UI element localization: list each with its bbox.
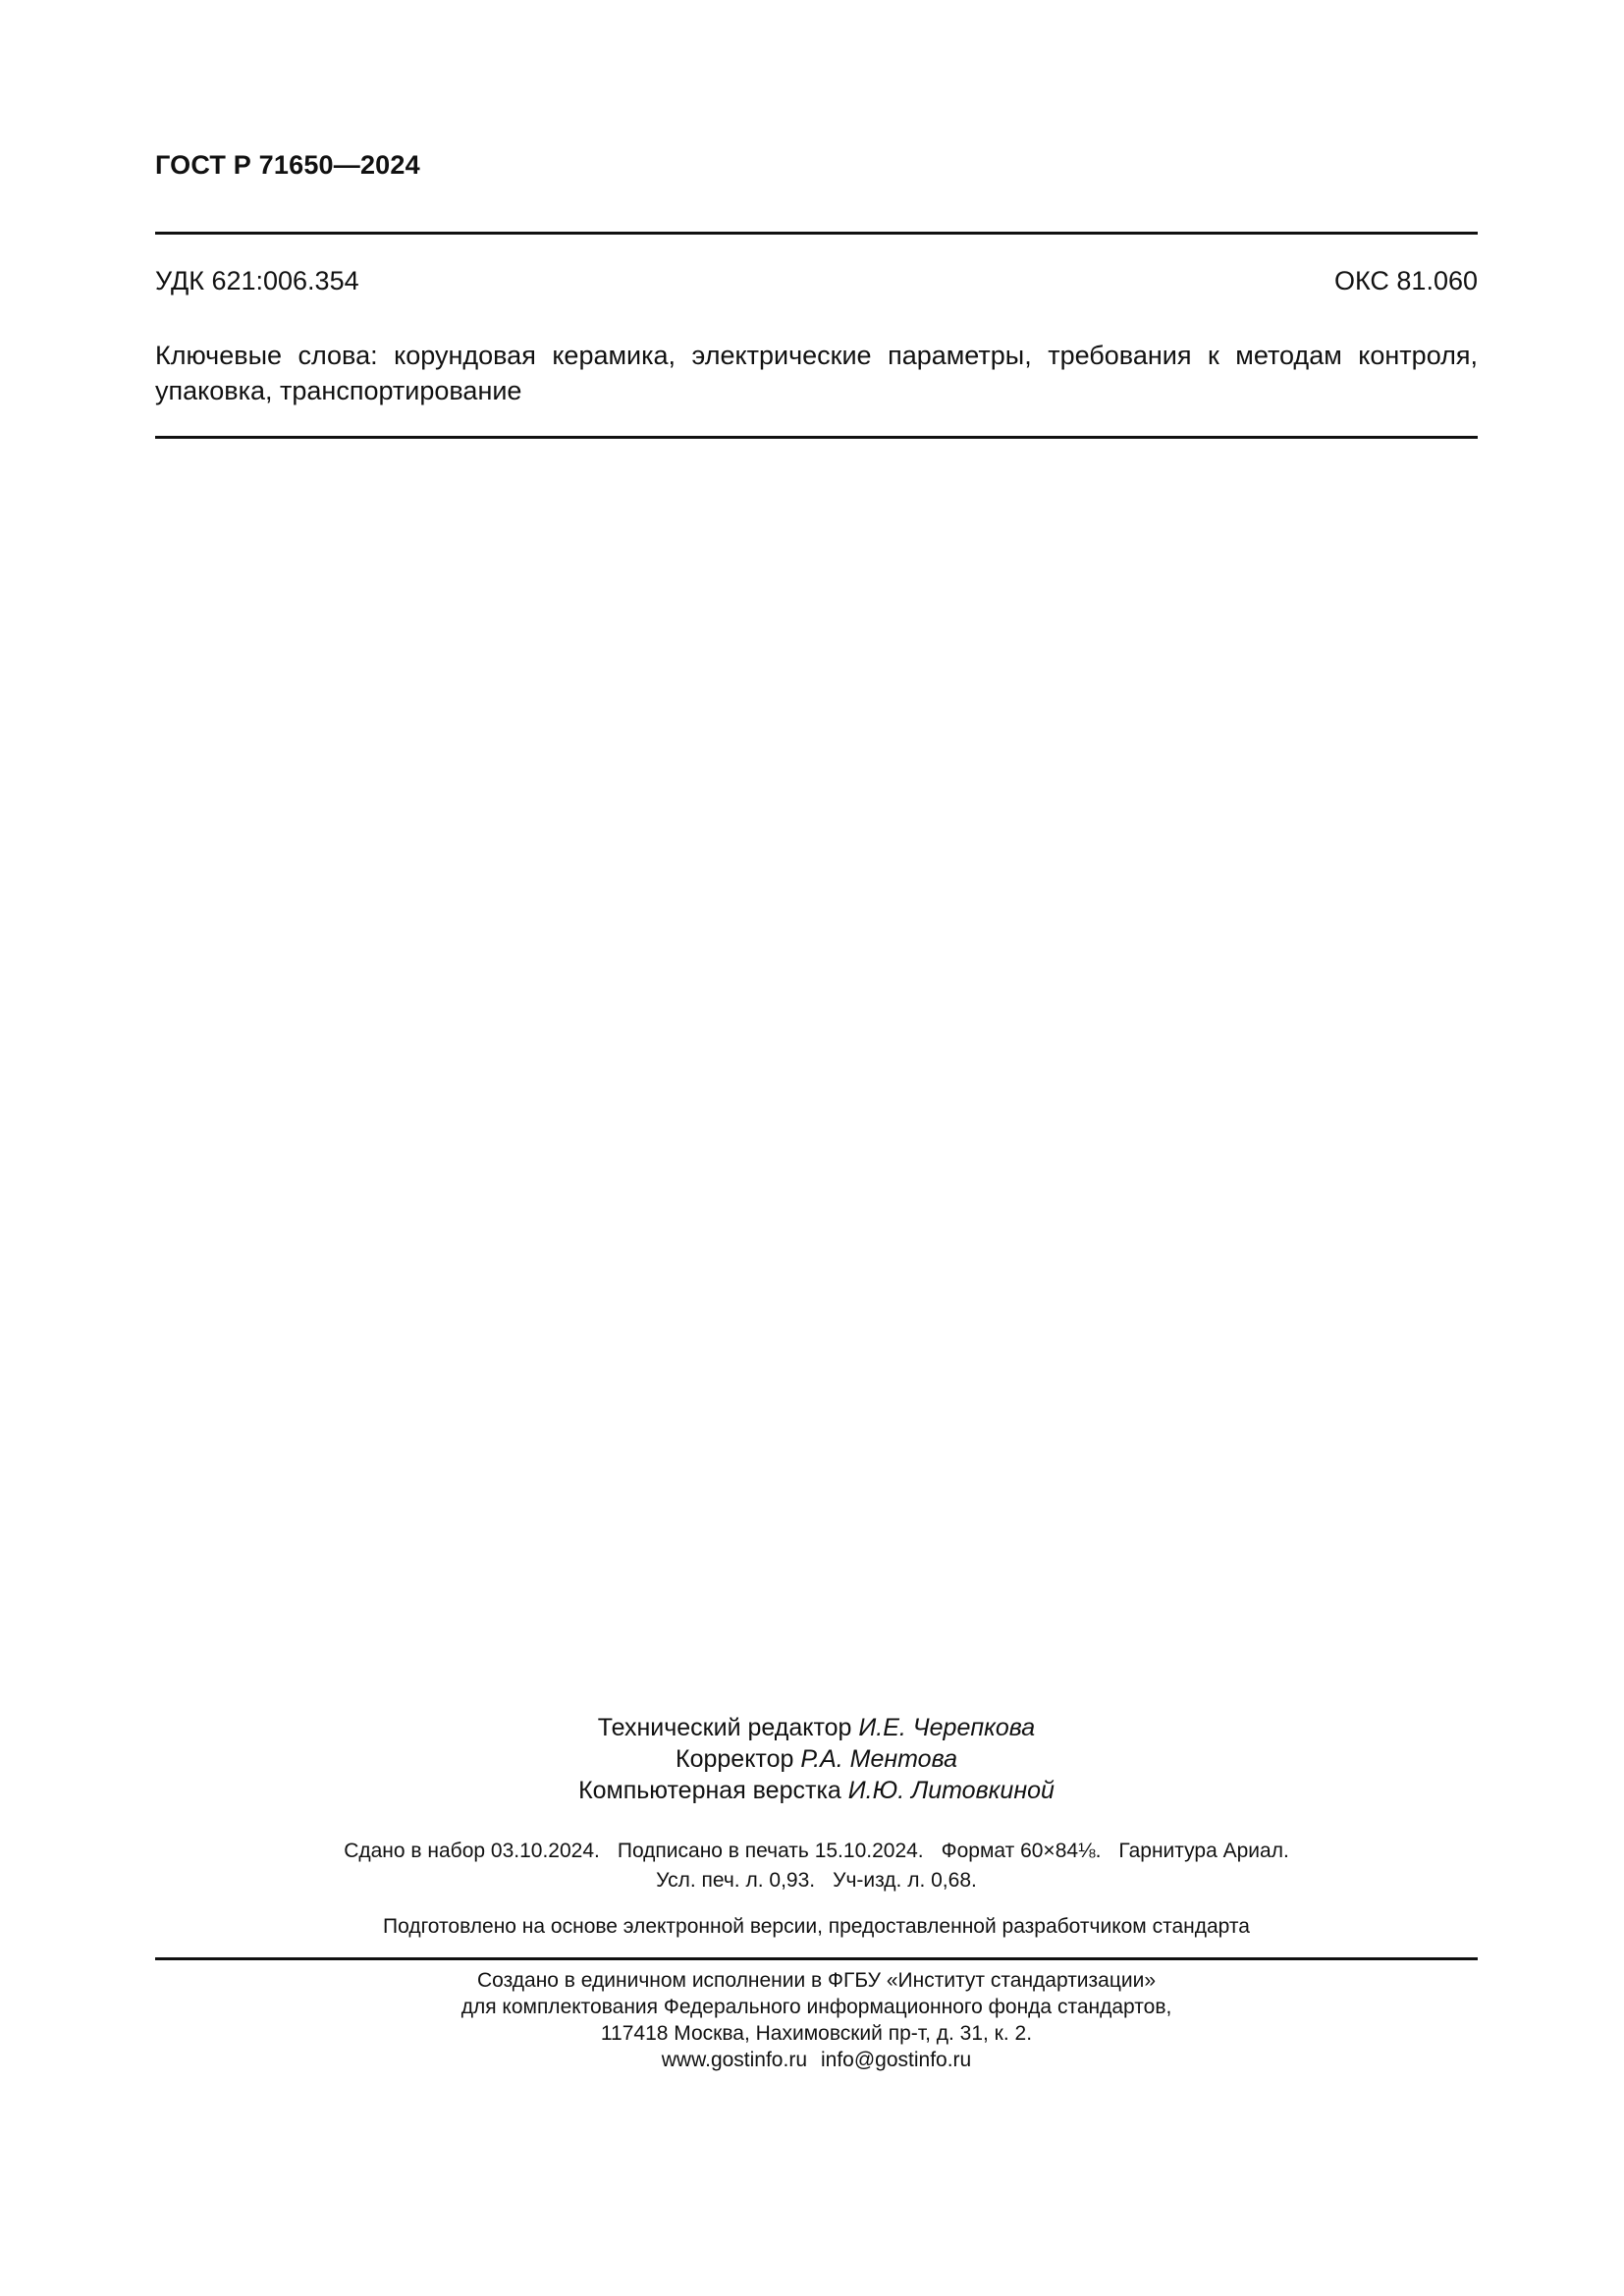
keywords-line-2: упаковка, транспортирование [155,376,522,405]
credits-block [155,1712,1478,1806]
layout-role: Компьютерная верстка [578,1777,841,1804]
tech-editor-name: И.Е. Черепкова [858,1714,1036,1741]
imprint-block [155,1967,1478,2073]
print-info-block [155,1837,1478,1896]
tech-editor-line [155,1712,1478,1743]
udk-code: УДК 621:006.354 [155,266,359,295]
imprint-divider [155,1957,1478,1960]
standard-id-header: ГОСТ Р 71650—2024 [155,150,420,180]
signed-date: Подписано в печать 15.10.2024. [617,1840,924,1862]
classification-row [155,266,1478,296]
print-sheets: Усл. печ. л. 0,93. [656,1869,816,1892]
corrector-role: Корректор [676,1745,794,1773]
corrector-name: Р.А. Ментова [800,1745,957,1773]
keywords-divider [155,436,1478,439]
print-info-line-1 [155,1837,1478,1866]
imprint-contacts [155,2047,1478,2073]
typeface: Гарнитура Ариал. [1118,1840,1289,1862]
keywords-block [155,338,1478,408]
publisher-sheets: Уч-изд. л. 0,68. [833,1869,977,1892]
imprint-line-3: 117418 Москва, Нахимовский пр-т, д. 31, к. 2. [600,2022,1033,2045]
typeset-date: Сдано в набор 03.10.2024. [344,1840,600,1862]
top-divider [155,232,1478,235]
tech-editor-role: Технический редактор [597,1714,852,1741]
corrector-line [155,1743,1478,1775]
print-info-line-2 [155,1866,1478,1896]
keywords-line-1: Ключевые слова: корундовая керамика, электрические параметры, требования к методам контроля, [155,341,1478,370]
email-link[interactable]: info@gostinfo.ru [821,2049,972,2071]
website-link[interactable]: www.gostinfo.ru [661,2049,807,2071]
imprint-line-1: Создано в единичном исполнении в ФГБУ «Институт стандартизации» [476,1969,1157,1992]
oks-code: ОКС 81.060 [1333,266,1478,295]
layout-name: И.Ю. Литовкиной [847,1777,1055,1804]
paper-format: Формат 60×84⅛. [941,1840,1102,1862]
prepared-note: Подготовлено на основе электронной версии, предоставленной разработчиком стандарта [383,1915,1250,1938]
imprint-line-2: для комплектования Федерального информационного фонда стандартов, [460,1996,1172,2018]
layout-line [155,1775,1478,1806]
